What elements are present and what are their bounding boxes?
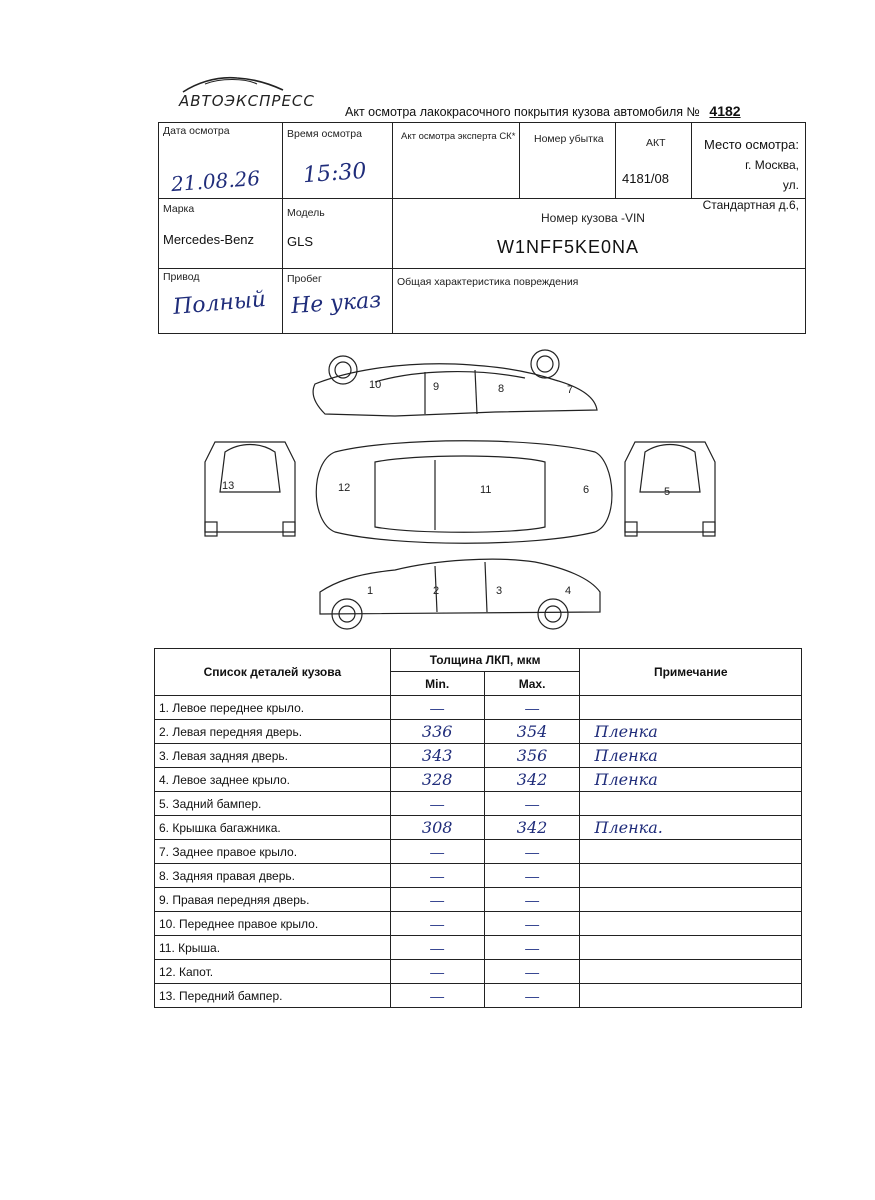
max-thickness-cell: — xyxy=(484,888,580,912)
note-cell: Пленка xyxy=(580,768,802,792)
act-label: АКТ xyxy=(646,137,666,149)
damage-label: Общая характеристика повреждения xyxy=(397,276,579,288)
col-thickness-header: Толщина ЛКП, мкм xyxy=(390,649,580,672)
date-label: Дата осмотра xyxy=(163,125,230,137)
diagram-number-12: 12 xyxy=(338,482,351,494)
diagram-number-5: 5 xyxy=(664,486,671,498)
max-thickness-cell: — xyxy=(484,936,580,960)
damage-cell xyxy=(393,269,805,333)
diagram-number-10: 10 xyxy=(369,379,382,391)
drive-cell xyxy=(159,269,283,333)
loss-label: Номер убытка xyxy=(534,133,604,145)
note-cell: Пленка xyxy=(580,744,802,768)
note-cell xyxy=(580,984,802,1008)
document-title-text: Акт осмотра лакокрасочного покрытия кузова автомобиля № xyxy=(345,105,700,119)
model-label: Модель xyxy=(287,207,325,219)
note-cell xyxy=(580,864,802,888)
parts-table-body xyxy=(155,696,802,1008)
note-cell xyxy=(580,888,802,912)
table-row xyxy=(155,696,802,720)
max-thickness-cell: 354 xyxy=(484,720,580,744)
diagram-number-2: 2 xyxy=(433,585,440,597)
table-row xyxy=(155,840,802,864)
header-grid xyxy=(158,122,806,334)
brand-value: Mercedes-Benz xyxy=(163,232,255,247)
note-cell xyxy=(580,960,802,984)
diagram-number-4: 4 xyxy=(565,585,572,597)
min-thickness-cell: — xyxy=(390,792,484,816)
table-row xyxy=(155,960,802,984)
note-cell xyxy=(580,696,802,720)
part-name-cell: 3. Левая задняя дверь. xyxy=(155,744,391,768)
document-title xyxy=(345,103,741,119)
min-thickness-cell: 343 xyxy=(390,744,484,768)
act-value: 4181/08 xyxy=(622,171,669,186)
logo-text: АВТОЭКСПРЕСС xyxy=(179,92,315,110)
part-name-cell: 1. Левое переднее крыло. xyxy=(155,696,391,720)
part-name-cell: 4. Левое заднее крыло. xyxy=(155,768,391,792)
parts-table xyxy=(154,648,802,1008)
col-parts-header: Список деталей кузова xyxy=(155,649,391,696)
time-value: 15:30 xyxy=(302,158,368,189)
note-cell xyxy=(580,912,802,936)
drive-label: Привод xyxy=(163,271,200,283)
part-name-cell: 12. Капот. xyxy=(155,960,391,984)
note-cell: Пленка xyxy=(580,720,802,744)
place-line-1: г. Москва, xyxy=(745,158,799,172)
logo xyxy=(175,72,315,112)
note-cell xyxy=(580,792,802,816)
diagram-number-1: 1 xyxy=(367,585,374,597)
max-thickness-cell: — xyxy=(484,696,580,720)
part-name-cell: 9. Правая передняя дверь. xyxy=(155,888,391,912)
diagram-number-3: 3 xyxy=(496,585,503,597)
time-cell xyxy=(283,123,393,199)
mileage-label: Пробег xyxy=(287,273,322,285)
table-row xyxy=(155,768,802,792)
expert-cell xyxy=(393,123,520,199)
table-row xyxy=(155,816,802,840)
table-row xyxy=(155,792,802,816)
table-row xyxy=(155,888,802,912)
max-thickness-cell: — xyxy=(484,840,580,864)
part-name-cell: 13. Передний бампер. xyxy=(155,984,391,1008)
diagram-number-7: 7 xyxy=(567,384,574,396)
vin-label: Номер кузова -VIN xyxy=(541,211,645,225)
side-view-left-icon xyxy=(320,559,600,629)
min-thickness-cell: — xyxy=(390,864,484,888)
min-thickness-cell: — xyxy=(390,960,484,984)
min-thickness-cell: — xyxy=(390,984,484,1008)
side-view-right-icon xyxy=(313,350,597,416)
col-max-header: Max. xyxy=(484,672,580,696)
brand-cell xyxy=(159,199,283,269)
table-row xyxy=(155,936,802,960)
min-thickness-cell: — xyxy=(390,696,484,720)
place-cell xyxy=(692,123,805,212)
table-row xyxy=(155,912,802,936)
part-name-cell: 8. Задняя правая дверь. xyxy=(155,864,391,888)
car-diagram xyxy=(195,342,725,642)
diagram-number-13: 13 xyxy=(222,480,235,492)
diagram-number-8: 8 xyxy=(498,383,505,395)
col-note-header: Примечание xyxy=(580,649,802,696)
date-value: 21.08.26 xyxy=(170,165,261,197)
top-view-icon xyxy=(316,441,612,544)
expert-label: Акт осмотра эксперта СК* xyxy=(401,131,516,142)
part-name-cell: 6. Крышка багажника. xyxy=(155,816,391,840)
part-name-cell: 10. Переднее правое крыло. xyxy=(155,912,391,936)
note-cell xyxy=(580,936,802,960)
mileage-value: Не указ xyxy=(290,287,382,320)
front-view-icon xyxy=(205,442,295,536)
diagram-number-11: 11 xyxy=(480,484,492,496)
date-cell xyxy=(159,123,283,199)
part-name-cell: 7. Заднее правое крыло. xyxy=(155,840,391,864)
min-thickness-cell: — xyxy=(390,840,484,864)
min-thickness-cell: 308 xyxy=(390,816,484,840)
part-name-cell: 2. Левая передняя дверь. xyxy=(155,720,391,744)
act-cell xyxy=(616,123,692,199)
model-cell xyxy=(283,199,393,269)
diagram-number-9: 9 xyxy=(433,381,440,393)
vin-cell xyxy=(393,199,805,269)
max-thickness-cell: — xyxy=(484,960,580,984)
loss-cell xyxy=(520,123,616,199)
table-row xyxy=(155,984,802,1008)
brand-label: Марка xyxy=(163,203,195,215)
part-name-cell: 11. Крыша. xyxy=(155,936,391,960)
max-thickness-cell: — xyxy=(484,792,580,816)
table-row xyxy=(155,744,802,768)
max-thickness-cell: — xyxy=(484,984,580,1008)
drive-value: Полный xyxy=(172,286,267,321)
diagram-number-6: 6 xyxy=(583,484,590,496)
place-label: Место осмотра: xyxy=(704,137,799,152)
max-thickness-cell: — xyxy=(484,912,580,936)
max-thickness-cell: 356 xyxy=(484,744,580,768)
min-thickness-cell: 336 xyxy=(390,720,484,744)
max-thickness-cell: 342 xyxy=(484,816,580,840)
max-thickness-cell: 342 xyxy=(484,768,580,792)
place-line-3: Стандартная д.6, xyxy=(702,198,799,212)
min-thickness-cell: — xyxy=(390,912,484,936)
min-thickness-cell: — xyxy=(390,888,484,912)
note-cell xyxy=(580,840,802,864)
col-min-header: Min. xyxy=(390,672,484,696)
part-name-cell: 5. Задний бампер. xyxy=(155,792,391,816)
time-label: Время осмотра xyxy=(287,128,362,140)
table-row xyxy=(155,720,802,744)
act-number: 4182 xyxy=(709,103,741,119)
vin-value: W1NFF5KE0NA xyxy=(497,237,640,257)
note-cell: Пленка. xyxy=(580,816,802,840)
max-thickness-cell: — xyxy=(484,864,580,888)
place-line-2: ул. xyxy=(782,178,799,192)
mileage-cell xyxy=(283,269,393,333)
model-value: GLS xyxy=(287,234,314,249)
min-thickness-cell: 328 xyxy=(390,768,484,792)
table-row xyxy=(155,864,802,888)
min-thickness-cell: — xyxy=(390,936,484,960)
